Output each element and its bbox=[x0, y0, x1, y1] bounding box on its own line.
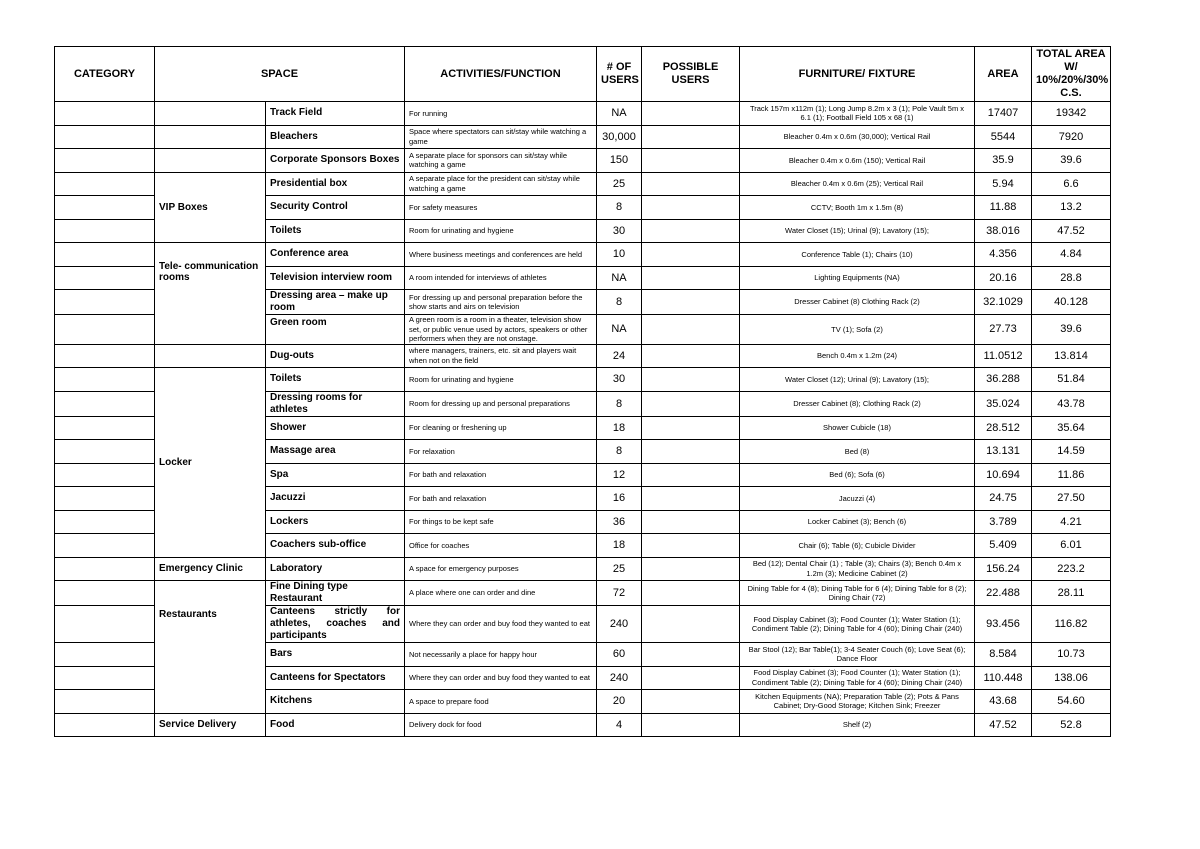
space-cell: Conference area bbox=[266, 243, 405, 267]
space-group-cell bbox=[155, 125, 266, 149]
users-count-cell: 12 bbox=[597, 463, 642, 487]
users-count-cell: 72 bbox=[597, 581, 642, 606]
category-cell bbox=[55, 266, 155, 290]
space-cell: Corporate Sponsors Boxes bbox=[266, 149, 405, 173]
category-cell bbox=[55, 344, 155, 368]
total-area-cell: 47.52 bbox=[1032, 219, 1111, 243]
space-program-table bbox=[54, 46, 1111, 737]
possible-users-cell bbox=[642, 440, 740, 464]
activity-cell: Where they can order and buy food they wanted to eat bbox=[405, 606, 597, 643]
furniture-cell: Lighting Equipments (NA) bbox=[740, 266, 975, 290]
activity-cell: Where they can order and buy food they wanted to eat bbox=[405, 666, 597, 690]
possible-users-cell bbox=[642, 557, 740, 581]
users-count-cell: 36 bbox=[597, 510, 642, 534]
activity-cell: For dressing up and personal preparation before the show starts and airs on television bbox=[405, 290, 597, 315]
furniture-cell: Jacuzzi (4) bbox=[740, 487, 975, 511]
total-area-cell: 52.8 bbox=[1032, 713, 1111, 737]
category-label: Restaurants bbox=[155, 581, 266, 714]
total-area-cell: 4.84 bbox=[1032, 243, 1111, 267]
activity-cell: For things to be kept safe bbox=[405, 510, 597, 534]
furniture-cell: Dresser Cabinet (8) Clothing Rack (2) bbox=[740, 290, 975, 315]
users-count-cell: 18 bbox=[597, 534, 642, 558]
activity-cell: A separate place for the president can sit/stay while watching a game bbox=[405, 172, 597, 196]
table-row bbox=[55, 243, 1111, 267]
category-cell bbox=[55, 125, 155, 149]
space-group-cell bbox=[155, 102, 266, 126]
users-count-cell: 4 bbox=[597, 713, 642, 737]
space-cell: Jacuzzi bbox=[266, 487, 405, 511]
furniture-cell: Bleacher 0.4m x 0.6m (150); Vertical Rail bbox=[740, 149, 975, 173]
space-cell: Shower bbox=[266, 416, 405, 440]
activity-cell: Space where spectators can sit/stay while watching a game bbox=[405, 125, 597, 149]
category-cell bbox=[55, 666, 155, 690]
total-area-cell: 40.128 bbox=[1032, 290, 1111, 315]
area-cell: 5544 bbox=[975, 125, 1032, 149]
possible-users-cell bbox=[642, 368, 740, 392]
category-cell bbox=[55, 315, 155, 345]
furniture-cell: Shower Cubicle (18) bbox=[740, 416, 975, 440]
category-label: Service Delivery bbox=[155, 713, 266, 737]
space-cell: Food bbox=[266, 713, 405, 737]
possible-users-cell bbox=[642, 344, 740, 368]
area-cell: 8.584 bbox=[975, 643, 1032, 667]
header-activities: ACTIVITIES/FUNCTION bbox=[405, 47, 597, 102]
total-area-cell: 6.01 bbox=[1032, 534, 1111, 558]
area-cell: 5.94 bbox=[975, 172, 1032, 196]
category-cell bbox=[55, 102, 155, 126]
activity-cell: A space to prepare food bbox=[405, 690, 597, 714]
area-cell: 10.694 bbox=[975, 463, 1032, 487]
space-cell: Dressing rooms for athletes bbox=[266, 391, 405, 416]
users-count-cell: 25 bbox=[597, 172, 642, 196]
header-total-area: TOTAL AREA W/ 10%/20%/30% C.S. bbox=[1032, 47, 1111, 102]
area-cell: 35.9 bbox=[975, 149, 1032, 173]
category-cell bbox=[55, 534, 155, 558]
possible-users-cell bbox=[642, 581, 740, 606]
possible-users-cell bbox=[642, 219, 740, 243]
area-cell: 156.24 bbox=[975, 557, 1032, 581]
space-cell: Track Field bbox=[266, 102, 405, 126]
users-count-cell: 150 bbox=[597, 149, 642, 173]
possible-users-cell bbox=[642, 713, 740, 737]
activity-cell: Not necessarily a place for happy hour bbox=[405, 643, 597, 667]
activity-cell: where managers, trainers, etc. sit and players wait when not on the field bbox=[405, 344, 597, 368]
header-area: AREA bbox=[975, 47, 1032, 102]
total-area-cell: 14.59 bbox=[1032, 440, 1111, 464]
users-count-cell: NA bbox=[597, 315, 642, 345]
area-cell: 3.789 bbox=[975, 510, 1032, 534]
possible-users-cell bbox=[642, 534, 740, 558]
space-cell: Security Control bbox=[266, 196, 405, 220]
possible-users-cell bbox=[642, 391, 740, 416]
header-furniture: FURNITURE/ FIXTURE bbox=[740, 47, 975, 102]
area-cell: 28.512 bbox=[975, 416, 1032, 440]
category-cell bbox=[55, 219, 155, 243]
total-area-cell: 138.06 bbox=[1032, 666, 1111, 690]
category-label: Tele- communication rooms bbox=[155, 243, 266, 345]
activity-cell: A green room is a room in a theater, television show set, or public venue used by actors, speakers or other performers when they are not onstage. bbox=[405, 315, 597, 345]
possible-users-cell bbox=[642, 416, 740, 440]
possible-users-cell bbox=[642, 666, 740, 690]
total-area-cell: 51.84 bbox=[1032, 368, 1111, 392]
area-cell: 36.288 bbox=[975, 368, 1032, 392]
users-count-cell: NA bbox=[597, 266, 642, 290]
space-cell: Massage area bbox=[266, 440, 405, 464]
area-cell: 35.024 bbox=[975, 391, 1032, 416]
area-cell: 13.131 bbox=[975, 440, 1032, 464]
total-area-cell: 10.73 bbox=[1032, 643, 1111, 667]
table-row bbox=[55, 125, 1111, 149]
space-cell: Coachers sub-office bbox=[266, 534, 405, 558]
total-area-cell: 39.6 bbox=[1032, 149, 1111, 173]
category-cell bbox=[55, 149, 155, 173]
furniture-cell: Water Closet (15); Urinal (9); Lavatory (15); bbox=[740, 219, 975, 243]
users-count-cell: 30 bbox=[597, 219, 642, 243]
activity-cell: Office for coaches bbox=[405, 534, 597, 558]
header-possible-users: POSSIBLE USERS bbox=[642, 47, 740, 102]
activity-cell: Delivery dock for food bbox=[405, 713, 597, 737]
activity-cell: A place where one can order and dine bbox=[405, 581, 597, 606]
possible-users-cell bbox=[642, 196, 740, 220]
furniture-cell: Track 157m x112m (1); Long Jump 8.2m x 3 (1); Pole Vault 5m x 6.1 (1); Football Field 105 x 68 (1) bbox=[740, 102, 975, 126]
area-cell: 11.88 bbox=[975, 196, 1032, 220]
activity-cell: For running bbox=[405, 102, 597, 126]
furniture-cell: Shelf (2) bbox=[740, 713, 975, 737]
total-area-cell: 19342 bbox=[1032, 102, 1111, 126]
space-cell: Canteens for Spectators bbox=[266, 666, 405, 690]
users-count-cell: 8 bbox=[597, 440, 642, 464]
area-cell: 32.1029 bbox=[975, 290, 1032, 315]
area-cell: 11.0512 bbox=[975, 344, 1032, 368]
category-label: Emergency Clinic bbox=[155, 557, 266, 581]
space-cell: Green room bbox=[266, 315, 405, 345]
category-cell bbox=[55, 690, 155, 714]
area-cell: 47.52 bbox=[975, 713, 1032, 737]
possible-users-cell bbox=[642, 463, 740, 487]
space-cell: Dug-outs bbox=[266, 344, 405, 368]
category-label: VIP Boxes bbox=[155, 172, 266, 243]
users-count-cell: 8 bbox=[597, 391, 642, 416]
space-cell: Spa bbox=[266, 463, 405, 487]
furniture-cell: Bar Stool (12); Bar Table(1); 3-4 Seater Couch (6); Love Seat (6); Dance Floor bbox=[740, 643, 975, 667]
furniture-cell: Food Display Cabinet (3); Food Counter (1); Water Station (1); Condiment Table (2); Dining Table for 4 (60); Dining Chair (240) bbox=[740, 666, 975, 690]
area-cell: 5.409 bbox=[975, 534, 1032, 558]
activity-cell: For safety measures bbox=[405, 196, 597, 220]
category-cell bbox=[55, 487, 155, 511]
activity-cell: For relaxation bbox=[405, 440, 597, 464]
total-area-cell: 7920 bbox=[1032, 125, 1111, 149]
space-group-cell bbox=[155, 149, 266, 173]
total-area-cell: 6.6 bbox=[1032, 172, 1111, 196]
furniture-cell: Bed (8) bbox=[740, 440, 975, 464]
activity-cell: Room for urinating and hygiene bbox=[405, 219, 597, 243]
header-row bbox=[55, 47, 1111, 102]
space-cell: Presidential box bbox=[266, 172, 405, 196]
category-label: Locker bbox=[155, 368, 266, 558]
category-cell bbox=[55, 391, 155, 416]
users-count-cell: 10 bbox=[597, 243, 642, 267]
furniture-cell: Water Closet (12); Urinal (9); Lavatory (15); bbox=[740, 368, 975, 392]
users-count-cell: 30,000 bbox=[597, 125, 642, 149]
table-row bbox=[55, 713, 1111, 737]
possible-users-cell bbox=[642, 510, 740, 534]
table-row bbox=[55, 581, 1111, 606]
activity-cell: A room intended for interviews of athletes bbox=[405, 266, 597, 290]
possible-users-cell bbox=[642, 487, 740, 511]
total-area-cell: 27.50 bbox=[1032, 487, 1111, 511]
space-cell: Toilets bbox=[266, 368, 405, 392]
furniture-cell: TV (1); Sofa (2) bbox=[740, 315, 975, 345]
category-cell bbox=[55, 440, 155, 464]
furniture-cell: Locker Cabinet (3); Bench (6) bbox=[740, 510, 975, 534]
area-cell: 38.016 bbox=[975, 219, 1032, 243]
header-users-count: # OF USERS bbox=[597, 47, 642, 102]
furniture-cell: Chair (6); Table (6); Cubicle Divider bbox=[740, 534, 975, 558]
area-cell: 43.68 bbox=[975, 690, 1032, 714]
area-cell: 17407 bbox=[975, 102, 1032, 126]
area-cell: 24.75 bbox=[975, 487, 1032, 511]
activity-cell: For bath and relaxation bbox=[405, 487, 597, 511]
total-area-cell: 39.6 bbox=[1032, 315, 1111, 345]
possible-users-cell bbox=[642, 125, 740, 149]
total-area-cell: 13.814 bbox=[1032, 344, 1111, 368]
users-count-cell: NA bbox=[597, 102, 642, 126]
users-count-cell: 25 bbox=[597, 557, 642, 581]
activity-cell: Room for urinating and hygiene bbox=[405, 368, 597, 392]
users-count-cell: 20 bbox=[597, 690, 642, 714]
activity-cell: A separate place for sponsors can sit/stay while watching a game bbox=[405, 149, 597, 173]
table-row bbox=[55, 557, 1111, 581]
users-count-cell: 240 bbox=[597, 666, 642, 690]
total-area-cell: 28.11 bbox=[1032, 581, 1111, 606]
furniture-cell: Bed (6); Sofa (6) bbox=[740, 463, 975, 487]
furniture-cell: Food Display Cabinet (3); Food Counter (1); Water Station (1); Condiment Table (2); Dining Table for 4 (60); Dining Chair (240) bbox=[740, 606, 975, 643]
users-count-cell: 8 bbox=[597, 196, 642, 220]
total-area-cell: 54.60 bbox=[1032, 690, 1111, 714]
users-count-cell: 30 bbox=[597, 368, 642, 392]
table-row bbox=[55, 344, 1111, 368]
space-group-cell bbox=[155, 344, 266, 368]
total-area-cell: 28.8 bbox=[1032, 266, 1111, 290]
table-row bbox=[55, 368, 1111, 392]
total-area-cell: 223.2 bbox=[1032, 557, 1111, 581]
category-cell bbox=[55, 713, 155, 737]
header-category: CATEGORY bbox=[55, 47, 155, 102]
table-row bbox=[55, 149, 1111, 173]
total-area-cell: 13.2 bbox=[1032, 196, 1111, 220]
users-count-cell: 60 bbox=[597, 643, 642, 667]
category-cell bbox=[55, 510, 155, 534]
activity-cell: Room for dressing up and personal preparations bbox=[405, 391, 597, 416]
users-count-cell: 24 bbox=[597, 344, 642, 368]
users-count-cell: 18 bbox=[597, 416, 642, 440]
activity-cell: Where business meetings and conferences are held bbox=[405, 243, 597, 267]
users-count-cell: 8 bbox=[597, 290, 642, 315]
furniture-cell: Bleacher 0.4m x 0.6m (25); Vertical Rail bbox=[740, 172, 975, 196]
users-count-cell: 240 bbox=[597, 606, 642, 643]
total-area-cell: 43.78 bbox=[1032, 391, 1111, 416]
furniture-cell: Dresser Cabinet (8); Clothing Rack (2) bbox=[740, 391, 975, 416]
table-row bbox=[55, 102, 1111, 126]
space-cell: Television interview room bbox=[266, 266, 405, 290]
space-cell: Bars bbox=[266, 643, 405, 667]
space-cell: Dressing area – make up room bbox=[266, 290, 405, 315]
space-cell: Toilets bbox=[266, 219, 405, 243]
space-cell: Lockers bbox=[266, 510, 405, 534]
furniture-cell: Bench 0.4m x 1.2m (24) bbox=[740, 344, 975, 368]
total-area-cell: 11.86 bbox=[1032, 463, 1111, 487]
possible-users-cell bbox=[642, 266, 740, 290]
total-area-cell: 35.64 bbox=[1032, 416, 1111, 440]
category-cell bbox=[55, 290, 155, 315]
possible-users-cell bbox=[642, 690, 740, 714]
category-cell bbox=[55, 643, 155, 667]
activity-cell: A space for emergency purposes bbox=[405, 557, 597, 581]
possible-users-cell bbox=[642, 315, 740, 345]
category-cell bbox=[55, 196, 155, 220]
category-cell bbox=[55, 368, 155, 392]
category-cell bbox=[55, 606, 155, 643]
category-cell bbox=[55, 581, 155, 606]
possible-users-cell bbox=[642, 243, 740, 267]
total-area-cell: 116.82 bbox=[1032, 606, 1111, 643]
space-cell: Bleachers bbox=[266, 125, 405, 149]
category-cell bbox=[55, 416, 155, 440]
category-cell bbox=[55, 463, 155, 487]
possible-users-cell bbox=[642, 606, 740, 643]
total-area-cell: 4.21 bbox=[1032, 510, 1111, 534]
category-cell bbox=[55, 557, 155, 581]
furniture-cell: CCTV; Booth 1m x 1.5m (8) bbox=[740, 196, 975, 220]
category-cell bbox=[55, 172, 155, 196]
table-row bbox=[55, 172, 1111, 196]
space-cell: Canteens strictly for athletes, coaches and participants bbox=[266, 606, 405, 643]
area-cell: 20.16 bbox=[975, 266, 1032, 290]
space-cell: Fine Dining type Restaurant bbox=[266, 581, 405, 606]
furniture-cell: Kitchen Equipments (NA); Preparation Table (2); Pots & Pans Cabinet; Dry-Good Storage; Kitchen Sink; Freezer bbox=[740, 690, 975, 714]
activity-cell: For bath and relaxation bbox=[405, 463, 597, 487]
possible-users-cell bbox=[642, 290, 740, 315]
area-cell: 22.488 bbox=[975, 581, 1032, 606]
category-cell bbox=[55, 243, 155, 267]
furniture-cell: Dining Table for 4 (8); Dining Table for 6 (4); Dining Table for 8 (2); Dining Chair (72) bbox=[740, 581, 975, 606]
possible-users-cell bbox=[642, 643, 740, 667]
furniture-cell: Bleacher 0.4m x 0.6m (30,000); Vertical Rail bbox=[740, 125, 975, 149]
area-cell: 4.356 bbox=[975, 243, 1032, 267]
header-space: SPACE bbox=[155, 47, 405, 102]
activity-cell: For cleaning or freshening up bbox=[405, 416, 597, 440]
furniture-cell: Conference Table (1); Chairs (10) bbox=[740, 243, 975, 267]
space-cell: Kitchens bbox=[266, 690, 405, 714]
possible-users-cell bbox=[642, 149, 740, 173]
area-cell: 93.456 bbox=[975, 606, 1032, 643]
users-count-cell: 16 bbox=[597, 487, 642, 511]
area-cell: 27.73 bbox=[975, 315, 1032, 345]
area-cell: 110.448 bbox=[975, 666, 1032, 690]
possible-users-cell bbox=[642, 102, 740, 126]
space-cell: Laboratory bbox=[266, 557, 405, 581]
possible-users-cell bbox=[642, 172, 740, 196]
furniture-cell: Bed (12); Dental Chair (1) ; Table (3); Chairs (3); Bench 0.4m x 1.2m (3); Medicine Cabinet (2) bbox=[740, 557, 975, 581]
